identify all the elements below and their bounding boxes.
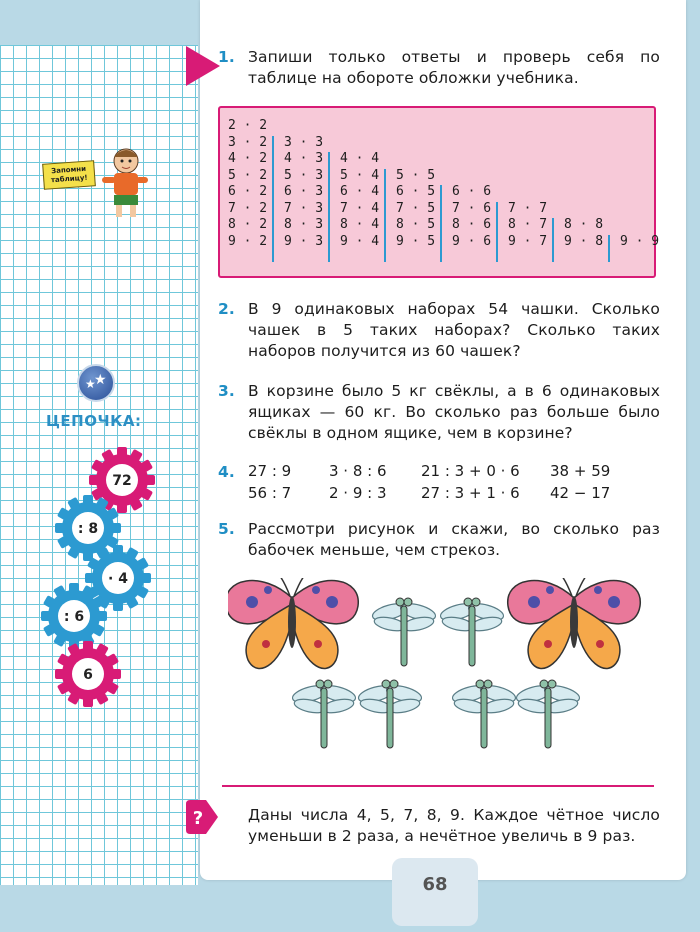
expression: 56 : 7 <box>248 484 292 502</box>
task-number: 2. <box>218 300 235 318</box>
svg-text:★: ★ <box>85 377 96 391</box>
expression: 2 · 9 : 3 <box>329 484 387 502</box>
table-column-2: 2 · 2 3 · 2 4 · 2 5 · 2 6 · 2 7 · 2 8 · 2 9 · 2 <box>228 118 268 249</box>
section-divider <box>222 785 654 787</box>
butterfly <box>508 578 641 668</box>
dragonfly <box>357 680 423 748</box>
task-3 <box>218 381 660 444</box>
butterflies-dragonflies-illustration <box>228 578 648 768</box>
task-5 <box>218 519 660 561</box>
table-column-divider <box>328 152 330 262</box>
expression: 42 − 17 <box>550 484 611 502</box>
expression: 21 : 3 + 0 · 6 <box>421 462 520 480</box>
table-column-3: 3 · 3 4 · 3 5 · 3 6 · 3 7 · 3 8 · 3 9 · 3 <box>284 134 324 249</box>
task-text: Рассмотри рисунок и скажи, во сколько раз бабочек меньше, чем стрекоз. <box>248 520 660 559</box>
gear-label: : 8 <box>77 521 99 537</box>
butterfly <box>228 578 358 668</box>
dragonfly <box>371 598 437 666</box>
table-column-9: 9 · 9 <box>620 233 660 249</box>
task-1 <box>218 47 660 89</box>
table-column-divider <box>272 136 274 262</box>
expression: 3 · 8 : 6 <box>329 462 387 480</box>
remember-table-sticker: Запомни таблицу! <box>42 160 96 190</box>
task-text: Даны числа 4, 5, 7, 8, 9. Каждое чётное число уменьши в 2 раза, а нечётное увеличь в 9 раз. <box>248 806 660 845</box>
page-number: 68 <box>422 874 448 895</box>
gear-label: 72 <box>112 473 132 489</box>
table-column-4: 4 · 4 5 · 4 6 · 4 7 · 4 8 · 4 9 · 4 <box>340 151 380 249</box>
table-column-divider <box>496 202 498 262</box>
dragonfly <box>515 680 581 748</box>
expression: 27 : 9 <box>248 462 292 480</box>
table-column-divider <box>384 169 386 262</box>
task-number: 4. <box>218 463 235 481</box>
chain-title: ЦЕПОЧКА: <box>46 412 142 430</box>
gear-label: 6 <box>83 667 93 683</box>
task-pointer-arrow <box>186 46 220 86</box>
table-column-divider <box>440 185 442 262</box>
task-text: В корзине было 5 кг свёклы, а в 6 одинаковых ящиках — 60 кг. Во сколько раз больше было свёклы в одном ящике, чем в корзине? <box>248 382 660 442</box>
table-column-8: 8 · 8 9 · 8 <box>564 217 604 249</box>
multiplication-table <box>218 106 660 278</box>
table-column-5: 5 · 5 6 · 5 7 · 5 8 · 5 9 · 5 <box>396 167 436 249</box>
expression: 27 : 3 + 1 · 6 <box>421 484 520 502</box>
dragonfly <box>439 598 505 666</box>
page-number-tab <box>392 858 478 926</box>
stars-badge-icon <box>77 364 115 402</box>
task-2 <box>218 299 660 362</box>
dragonfly <box>291 680 357 748</box>
gear-label: · 4 <box>108 571 128 587</box>
task-text: Запиши только ответы и проверь себя по таблице на обороте обложки учебника. <box>248 48 660 87</box>
task-number: 3. <box>218 382 235 400</box>
task-text: В 9 одинаковых наборах 54 чашки. Сколько чашек в 5 таких наборах? Сколько таких наборов получится из 60 чашек? <box>248 300 660 360</box>
star-icon <box>79 366 113 400</box>
expression: 38 + 59 <box>550 462 611 480</box>
boy-character-illustration <box>92 145 154 219</box>
table-column-divider <box>608 235 610 262</box>
bonus-task <box>248 805 660 847</box>
svg-text:★: ★ <box>94 372 107 388</box>
table-column-divider <box>552 218 554 262</box>
table-column-6: 6 · 6 7 · 6 8 · 6 9 · 6 <box>452 184 492 249</box>
table-column-7: 7 · 7 8 · 7 9 · 7 <box>508 200 548 249</box>
svg-text:?: ? <box>192 808 204 829</box>
task-number: 5. <box>218 520 235 538</box>
gear-6 <box>54 640 122 708</box>
question-badge-icon <box>186 800 218 834</box>
gear-label: : 6 <box>63 609 85 625</box>
task-number: 1. <box>218 48 235 66</box>
dragonfly <box>451 680 517 748</box>
